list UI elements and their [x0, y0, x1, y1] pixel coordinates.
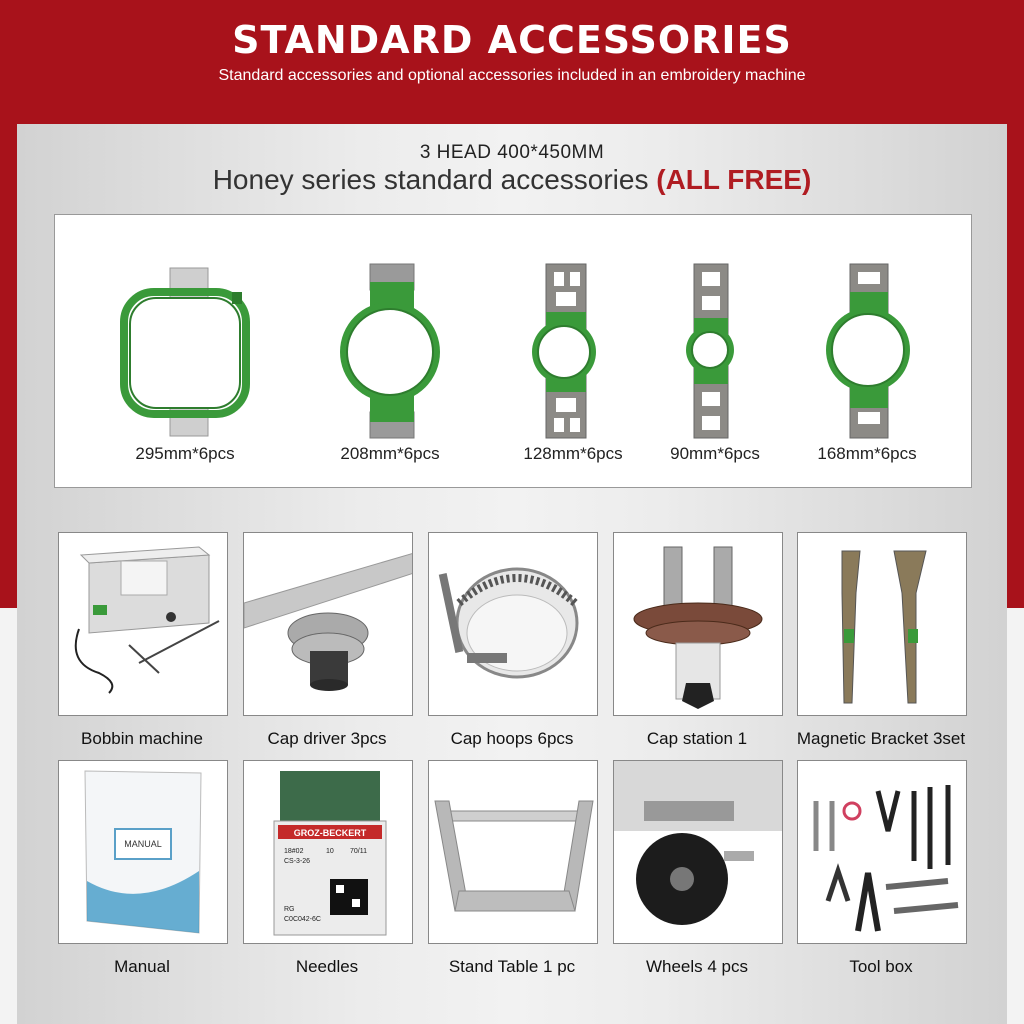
tool-box-icon — [798, 761, 967, 944]
cap-driver-icon — [244, 533, 413, 716]
stand-table-tile — [428, 760, 598, 944]
wheels-tile — [613, 760, 783, 944]
stand-table-icon — [429, 761, 598, 944]
needles-rg-text: RG — [284, 906, 295, 913]
needles-nm-text: 70/11 — [350, 848, 367, 855]
magnetic-bracket-tile — [797, 532, 967, 716]
cap-hoops-tile — [428, 532, 598, 716]
magnetic-bracket-label: Magnetic Bracket 3set — [796, 729, 966, 748]
hoop-208-image — [330, 262, 450, 440]
wheels-label: Wheels 4 pcs — [645, 957, 749, 976]
hoop-90-image — [680, 262, 740, 440]
cap-station-tile — [613, 532, 783, 716]
series-heading-text: Honey series standard accessories — [212, 164, 657, 195]
needles-brand-text: GROZ-BECKERT — [293, 828, 367, 838]
needles-size-text: 10 — [326, 848, 334, 855]
cap-driver-tile — [243, 532, 413, 716]
hoop-128-image — [526, 262, 606, 440]
cap-station-icon — [614, 533, 783, 716]
machine-spec: 3 HEAD 400*450MM — [419, 142, 605, 163]
cap-hoops-label: Cap hoops 6pcs — [450, 729, 574, 748]
bobbin-machine-tile — [58, 532, 228, 716]
cap-station-label: Cap station 1 — [646, 729, 748, 748]
manual-icon — [59, 761, 228, 944]
hoop-label-295: 295mm*6pcs — [135, 444, 235, 463]
cap-driver-label: Cap driver 3pcs — [267, 729, 387, 748]
needles-icon — [244, 761, 413, 944]
hoop-295-image — [112, 262, 262, 440]
bobbin-machine-icon — [59, 533, 228, 716]
needles-code-text: 18#02 — [284, 848, 304, 855]
magnetic-bracket-icon — [798, 533, 967, 716]
cap-hoops-icon — [429, 533, 598, 716]
stand-table-label: Stand Table 1 pc — [448, 957, 576, 976]
page-subtitle: Standard accessories and optional accessories included in an embroidery machine — [218, 67, 806, 84]
needles-tile — [243, 760, 413, 944]
hoop-label-128: 128mm*6pcs — [523, 444, 623, 463]
manual-label: Manual — [114, 957, 170, 976]
needles-batch-text: C0C042-6C — [284, 916, 321, 923]
hoop-label-90: 90mm*6pcs — [670, 444, 760, 463]
tool-box-tile — [797, 760, 967, 944]
manual-tile — [58, 760, 228, 944]
series-heading — [0, 164, 1024, 196]
hoop-label-168: 168mm*6pcs — [817, 444, 917, 463]
tool-box-label: Tool box — [849, 957, 913, 976]
manual-cover-text: MANUAL — [124, 839, 162, 849]
needles-type-text: CS-3-26 — [284, 858, 311, 865]
hoop-168-image — [820, 262, 920, 440]
all-free-highlight: (ALL FREE) — [656, 164, 812, 195]
page-title: STANDARD ACCESSORIES — [232, 18, 792, 62]
bobbin-machine-label: Bobbin machine — [81, 729, 203, 748]
wheels-icon — [614, 761, 783, 944]
hoop-label-208: 208mm*6pcs — [340, 444, 440, 463]
needles-label: Needles — [295, 957, 359, 976]
